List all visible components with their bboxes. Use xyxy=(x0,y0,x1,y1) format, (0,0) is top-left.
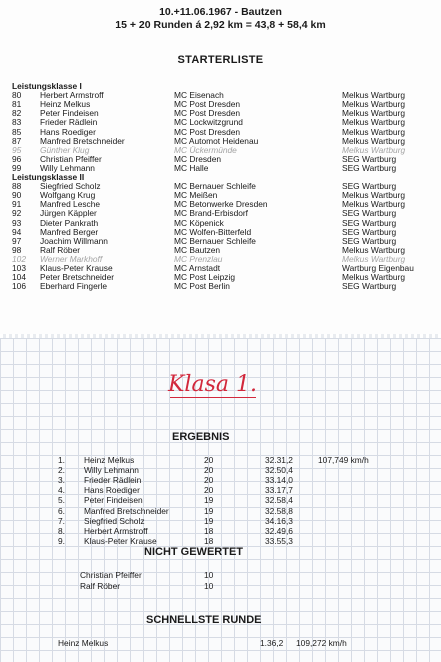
starter-list-title: STARTERLISTE xyxy=(177,54,264,66)
result-position: 2. xyxy=(58,465,65,476)
result-name: Herbert Armstroff xyxy=(84,525,148,536)
results-title: ERGEBNIS xyxy=(172,431,230,443)
driver-name: Manfred Bretschneider xyxy=(40,135,125,146)
club-name: MC Dresden xyxy=(174,153,222,164)
start-number: 96 xyxy=(12,153,22,164)
club-name: MC Halle xyxy=(174,162,209,173)
car-name: Melkus Wartburg xyxy=(342,108,405,119)
club-name: MC Meißen xyxy=(174,190,218,201)
club-name: MC Automot Heidenau xyxy=(174,135,259,146)
result-position: 9. xyxy=(58,535,65,546)
result-position: 6. xyxy=(58,505,65,516)
driver-name: Peter Bretschneider xyxy=(40,272,115,283)
driver-name: Siegfried Scholz xyxy=(40,181,101,192)
result-laps: 20 xyxy=(204,485,214,496)
car-name: SEG Wartburg xyxy=(342,281,397,292)
driver-name: Heinz Melkus xyxy=(40,99,91,110)
handwritten-underline xyxy=(170,397,256,398)
club-name: MC Post Berlin xyxy=(174,281,230,292)
result-row xyxy=(0,475,441,485)
result-time: 33.17,7 xyxy=(265,485,293,496)
club-name: MC Arnstadt xyxy=(174,263,221,273)
result-name: Frieder Rädlein xyxy=(84,475,142,486)
result-time: 33.55,3 xyxy=(265,535,293,546)
result-time: 34.16,3 xyxy=(265,515,293,526)
car-name: Melkus Wartburg xyxy=(342,272,405,283)
car-name: SEG Wartburg xyxy=(342,226,397,237)
result-position: 8. xyxy=(58,525,65,536)
start-number: 81 xyxy=(12,99,22,110)
start-number: 99 xyxy=(12,162,22,173)
result-laps: 19 xyxy=(204,515,214,526)
result-position: 7. xyxy=(58,515,65,526)
result-laps: 19 xyxy=(204,495,214,506)
club-name: MC Post Dresden xyxy=(174,126,241,137)
not-rated-name: Christian Pfeiffer xyxy=(80,570,142,580)
club-name: MC Ückermünde xyxy=(174,144,237,155)
start-number: 94 xyxy=(12,226,22,237)
driver-name: Jürgen Käppler xyxy=(40,208,97,219)
driver-name: Christian Pfeiffer xyxy=(40,153,102,164)
start-number: 93 xyxy=(12,217,22,228)
result-time: 32.49,6 xyxy=(265,525,293,536)
result-time: 33.14,0 xyxy=(265,475,293,486)
driver-name: Herbert Armstroff xyxy=(40,90,104,101)
start-number: 97 xyxy=(12,235,22,246)
result-name: Peter Findeisen xyxy=(84,495,143,506)
car-name: Wartburg Eigenbau xyxy=(342,263,414,273)
result-name: Willy Lehmann xyxy=(84,465,139,476)
club-name: MC Betonwerke Dresden xyxy=(174,199,268,210)
driver-name: Wolfgang Krug xyxy=(40,190,96,201)
start-number: 90 xyxy=(12,190,22,201)
result-position: 1. xyxy=(58,455,65,465)
club-name: MC Lockwitzgrund xyxy=(174,117,243,128)
result-name: Hans Roediger xyxy=(84,485,140,496)
car-name: SEG Wartburg xyxy=(342,217,397,228)
start-number: 95 xyxy=(12,144,22,155)
car-name: Melkus Wartburg xyxy=(342,135,405,146)
result-time: 32.58,4 xyxy=(265,495,293,506)
driver-name: Joachim Willmann xyxy=(40,235,108,246)
club-name: MC Köpenick xyxy=(174,217,224,228)
result-speed: 107,749 km/h xyxy=(318,455,369,465)
start-number: 82 xyxy=(12,108,22,119)
car-name: SEG Wartburg xyxy=(342,181,397,192)
result-laps: 20 xyxy=(204,465,214,476)
car-name: Melkus Wartburg xyxy=(342,90,405,101)
car-name: SEG Wartburg xyxy=(342,235,397,246)
result-time: 32.58,8 xyxy=(265,505,293,516)
car-name: Melkus Wartburg xyxy=(342,117,405,128)
driver-name: Dieter Pankrath xyxy=(40,217,99,228)
not-rated-row xyxy=(0,570,441,580)
driver-name: Frieder Rädlein xyxy=(40,117,98,128)
result-name: Manfred Bretschneider xyxy=(84,505,169,516)
event-laps: 15 + 20 Runden á 2,92 km = 43,8 + 58,4 km xyxy=(115,19,326,31)
result-name: Heinz Melkus xyxy=(84,455,135,465)
not-rated-laps: 10 xyxy=(204,580,214,591)
fastest-lap-row xyxy=(0,638,441,648)
car-name: Melkus Wartburg xyxy=(342,199,405,210)
not-rated-row xyxy=(0,581,441,591)
car-name: Melkus Wartburg xyxy=(342,99,405,110)
club-name: MC Post Dresden xyxy=(174,108,241,119)
result-name: Klaus-Peter Krause xyxy=(84,535,157,546)
result-row xyxy=(0,536,441,546)
start-number: 85 xyxy=(12,126,22,137)
result-laps: 20 xyxy=(204,475,214,486)
driver-name: Ralf Röber xyxy=(40,244,81,255)
car-name: Melkus Wartburg xyxy=(342,253,406,264)
driver-name: Hans Roediger xyxy=(40,126,96,137)
club-name: MC Bautzen xyxy=(174,244,221,255)
start-number: 98 xyxy=(12,244,22,255)
club-name: MC Bernauer Schleife xyxy=(174,181,256,192)
class-label: Leistungsklasse I xyxy=(12,81,82,91)
driver-name: Klaus-Peter Krause xyxy=(40,263,113,273)
event-date-place: 10.+11.06.1967 - Bautzen xyxy=(159,6,282,18)
club-name: MC Bernauer Schleife xyxy=(174,235,256,246)
driver-name: Willy Lehmann xyxy=(40,162,95,173)
car-name: Melkus Wartburg xyxy=(342,190,405,201)
result-laps: 18 xyxy=(204,525,214,536)
driver-name: Peter Findeisen xyxy=(40,108,99,119)
starter-row xyxy=(0,281,441,292)
handwritten-note: Klasa 1. xyxy=(168,372,257,397)
start-number: 88 xyxy=(12,181,22,192)
result-position: 3. xyxy=(58,475,65,486)
result-row xyxy=(0,455,441,465)
not-rated-title: NICHT GEWERTET xyxy=(144,546,243,558)
driver-name: Manfred Lesche xyxy=(40,199,101,210)
fastest-lap-time: 1.36,2 xyxy=(260,638,284,648)
result-position: 4. xyxy=(58,485,65,496)
fastest-lap-speed: 109,272 km/h xyxy=(296,638,347,648)
not-rated-name: Ralf Röber xyxy=(80,580,121,591)
car-name: SEG Wartburg xyxy=(342,153,397,164)
car-name: Melkus Wartburg xyxy=(342,126,405,137)
start-number: 91 xyxy=(12,199,22,210)
start-number: 80 xyxy=(12,90,22,101)
driver-name: Günther Klug xyxy=(40,144,90,155)
club-name: MC Eisenach xyxy=(174,90,224,101)
result-laps: 20 xyxy=(204,455,214,465)
class-label: Leistungsklasse II xyxy=(12,172,85,182)
car-name: Melkus Wartburg xyxy=(342,244,405,255)
result-name: Siegfried Scholz xyxy=(84,515,145,526)
result-laps: 18 xyxy=(204,535,214,546)
car-name: Melkus Wartburg xyxy=(342,144,406,155)
car-name: SEG Wartburg xyxy=(342,162,397,173)
car-name: SEG Wartburg xyxy=(342,208,397,219)
club-name: MC Wolfen-Bitterfeld xyxy=(174,226,252,237)
fastest-lap-title: SCHNELLSTE RUNDE xyxy=(146,614,262,626)
start-number: 104 xyxy=(12,272,26,283)
result-row xyxy=(0,516,441,526)
club-name: MC Post Dresden xyxy=(174,99,241,110)
result-row xyxy=(0,526,441,536)
result-row xyxy=(0,485,441,495)
result-time: 32.31,2 xyxy=(265,455,293,465)
driver-name: Werner Markhoff xyxy=(40,253,103,264)
result-row xyxy=(0,495,441,505)
start-number: 102 xyxy=(12,253,26,264)
result-row xyxy=(0,506,441,516)
result-position: 5. xyxy=(58,495,65,506)
start-number: 103 xyxy=(12,263,26,273)
result-laps: 19 xyxy=(204,505,214,516)
result-row xyxy=(0,465,441,475)
result-time: 32.50,4 xyxy=(265,465,293,476)
driver-name: Manfred Berger xyxy=(40,226,99,237)
driver-name: Eberhard Fingerle xyxy=(40,281,108,292)
start-number: 83 xyxy=(12,117,22,128)
club-name: MC Post Leipzig xyxy=(174,272,235,283)
not-rated-laps: 10 xyxy=(204,570,214,580)
club-name: MC Brand-Erbisdorf xyxy=(174,208,249,219)
start-number: 87 xyxy=(12,135,22,146)
fastest-lap-name: Heinz Melkus xyxy=(58,638,109,648)
club-name: MC Prenzlau xyxy=(174,253,223,264)
start-number: 92 xyxy=(12,208,22,219)
start-number: 106 xyxy=(12,281,26,292)
